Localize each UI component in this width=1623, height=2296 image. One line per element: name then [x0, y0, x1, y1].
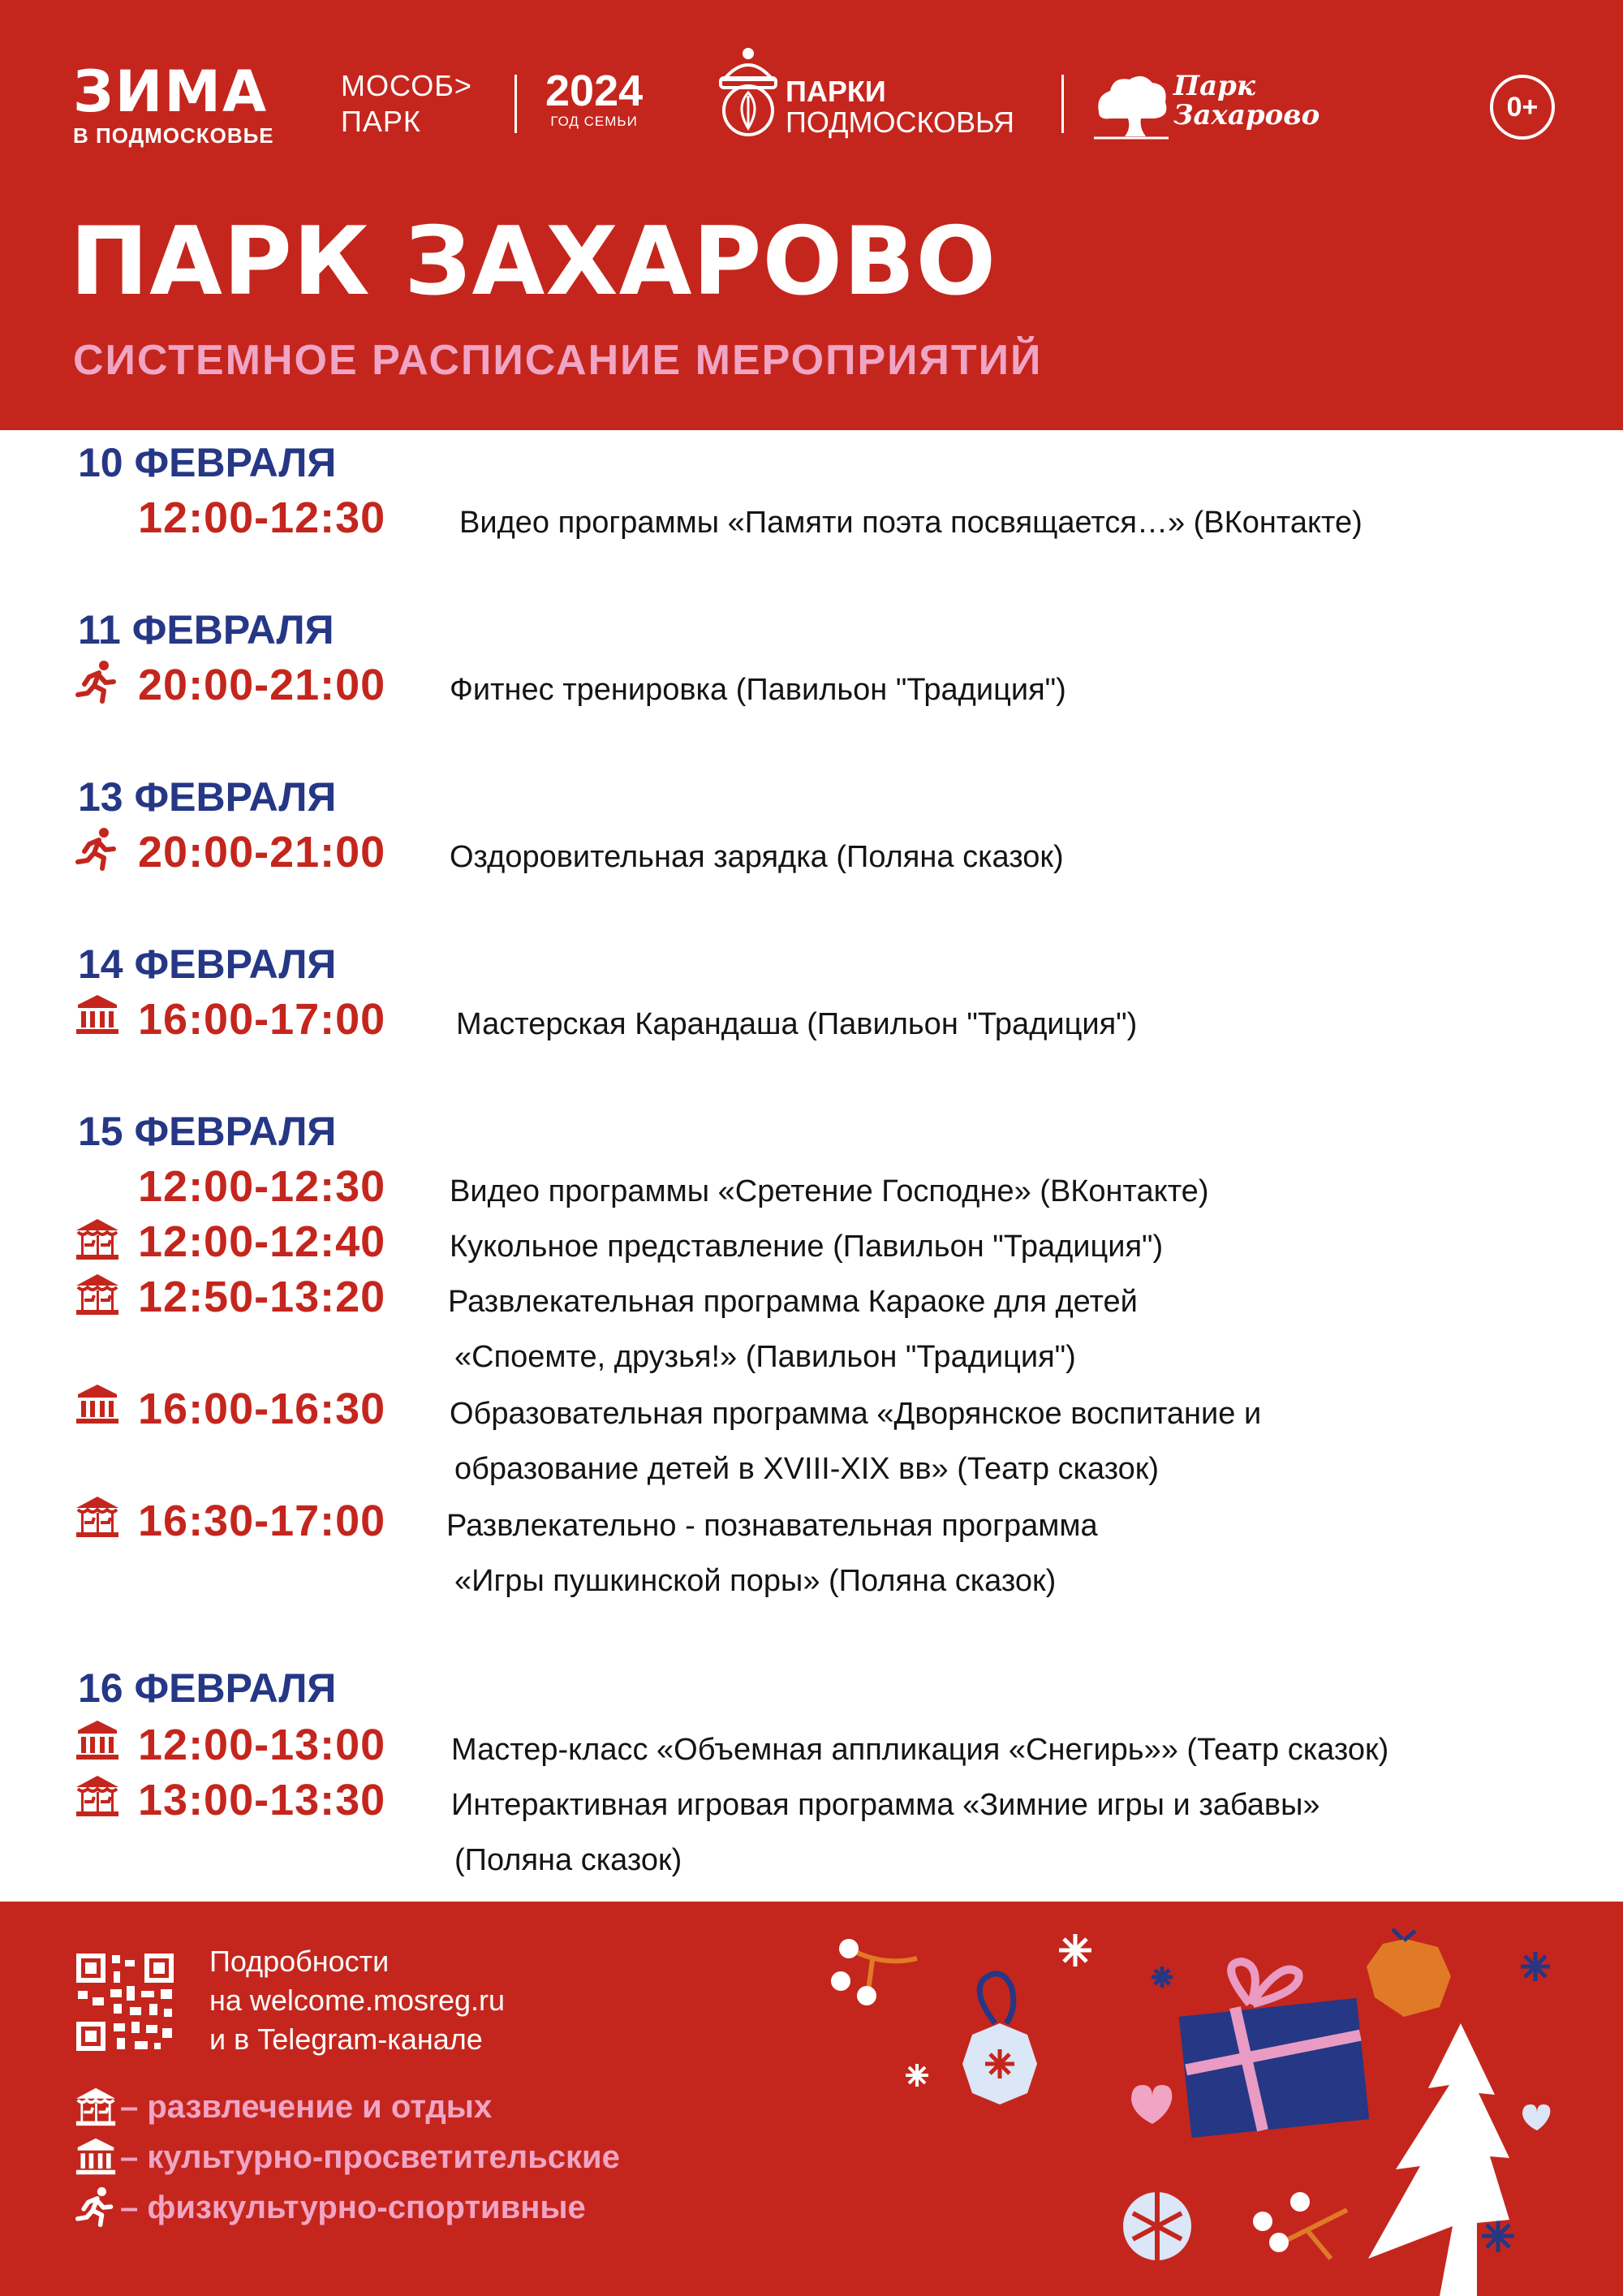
- event-description: Мастер-класс «Объемная аппликация «Снегирь»» (Театр сказок): [451, 1733, 1389, 1767]
- snowflake-icon: [906, 2064, 928, 2087]
- museum-icon: [75, 1381, 120, 1427]
- logo-mosobpark: [341, 68, 472, 140]
- event-description: Фитнес тренировка (Павильон "Традиция"): [450, 673, 1066, 707]
- schedule-date: 14 ФЕВРАЛЯ: [78, 941, 337, 987]
- event-time: 16:00-17:00: [138, 995, 386, 1044]
- footer-banner: [0, 1902, 1623, 2296]
- event-description: Развлекательная программа Караоке для детей: [448, 1285, 1138, 1319]
- event-description-cont: «Игры пушкинской поры» (Поляна сказок): [454, 1564, 1057, 1598]
- ornament-icon: [1123, 2192, 1191, 2260]
- event-description: Развлекательно - познавательная программа: [446, 1509, 1098, 1543]
- ornament-icon: [962, 1974, 1037, 2104]
- event-description: Видео программы «Сретение Господне» (ВКонтакте): [450, 1174, 1209, 1208]
- schedule-date: 10 ФЕВРАЛЯ: [78, 440, 337, 485]
- event-description: Кукольное представление (Павильон "Традиция"): [450, 1230, 1164, 1264]
- event-time: 12:00-12:30: [138, 1162, 386, 1211]
- carousel-icon: [75, 1773, 120, 1818]
- event-description-cont: «Споемте, друзья!» (Павильон "Традиция"): [454, 1340, 1076, 1374]
- event-time: 12:00-12:40: [138, 1217, 386, 1266]
- legend-label: – развлечение и отдых: [120, 2089, 493, 2125]
- logo-parki-text: [786, 76, 1078, 138]
- logo-parki-line1: ПАРКИ: [786, 75, 886, 108]
- event-time: 13:00-13:30: [138, 1776, 386, 1824]
- event-description: Оздоровительная зарядка (Поляна сказок): [450, 840, 1064, 874]
- logo-parki-line2: ПОДМОСКОВЬЯ: [786, 106, 1015, 139]
- legend-label: – физкультурно-спортивные: [120, 2190, 586, 2225]
- schedule-date: 11 ФЕВРАЛЯ: [78, 607, 334, 653]
- snowflake-icon: [1059, 1934, 1091, 1966]
- schedule-date: 16 ФЕВРАЛЯ: [78, 1665, 337, 1711]
- logo-divider-2: [1061, 75, 1064, 133]
- page-title: ПАРК ЗАХАРОВО: [70, 207, 997, 317]
- runner-icon: [75, 659, 120, 704]
- berries-icon: [831, 1939, 917, 2005]
- legend-label: – культурно-просветительские: [120, 2139, 620, 2175]
- event-description: Видео программы «Памяти поэта посвящается…» (ВКонтакте): [459, 506, 1363, 540]
- event-time: 12:00-12:30: [138, 493, 386, 542]
- event-description: Интерактивная игровая программа «Зимние игры и забавы»: [451, 1788, 1320, 1822]
- leaf-hat-icon: [716, 47, 781, 136]
- event-time: 16:30-17:00: [138, 1497, 386, 1545]
- event-time: 16:00-16:30: [138, 1385, 386, 1433]
- logo-2024-number: 2024: [545, 67, 644, 115]
- runner-icon: [75, 826, 120, 872]
- logo-park-zaharovo: [1092, 70, 1320, 144]
- event-description: Мастерская Карандаша (Павильон "Традиция"): [456, 1007, 1138, 1041]
- tree-icon: [1368, 2023, 1509, 2296]
- event-description-cont: образование детей в XVIII-XIX вв» (Театр сказок): [454, 1452, 1160, 1486]
- logo-divider: [514, 75, 517, 133]
- museum-icon: [75, 992, 120, 1037]
- logo-zima-text: ЗИМА: [73, 58, 269, 125]
- tree-icon: [1092, 71, 1170, 140]
- carousel-icon: [75, 1216, 120, 1261]
- event-time: 20:00-21:00: [138, 661, 386, 709]
- logo-mosob-line2: ПАРК: [341, 105, 421, 138]
- museum-icon: [75, 1717, 120, 1763]
- logo-zima-subtext: В ПОДМОСКОВЬЕ: [73, 123, 274, 148]
- event-time: 20:00-21:00: [138, 828, 386, 877]
- event-time: 12:50-13:20: [138, 1273, 386, 1321]
- event-time: 12:00-13:00: [138, 1721, 386, 1769]
- schedule-date: 13 ФЕВРАЛЯ: [78, 774, 337, 820]
- logo-2024-caption: ГОД СЕМЬИ: [550, 114, 638, 129]
- footer-info-line1: Подробности: [209, 1945, 390, 1978]
- header-banner: [0, 0, 1623, 430]
- carousel-icon: [75, 1493, 120, 1539]
- heart-icon: [1522, 2104, 1550, 2130]
- winter-decoration: [0, 1902, 1623, 2296]
- gift-icon: [1179, 1962, 1369, 2138]
- event-description-cont: (Поляна сказок): [454, 1843, 682, 1877]
- schedule-date: 15 ФЕВРАЛЯ: [78, 1109, 337, 1154]
- heart-icon: [1131, 2085, 1172, 2124]
- carousel-icon: [75, 1271, 120, 1316]
- footer-info-line3: и в Telegram-канале: [209, 2022, 483, 2056]
- logo-zima: [73, 58, 274, 149]
- age-rating-badge: 0+: [1490, 75, 1555, 140]
- logo-zaharovo-line1: Парк: [1173, 70, 1255, 102]
- page-subtitle: СИСТЕМНОЕ РАСПИСАНИЕ МЕРОПРИЯТИЙ: [73, 337, 1043, 384]
- logo-zaharovo-line2: Захарово: [1173, 99, 1320, 131]
- footer-info-url[interactable]: на welcome.mosreg.ru: [209, 1984, 506, 2017]
- logo-year-of-family: [545, 68, 643, 130]
- logo-zaharovo-text: [1173, 71, 1336, 130]
- orange-icon: [1367, 1929, 1451, 2017]
- berries-icon: [1253, 2192, 1347, 2259]
- event-description: Образовательная программа «Дворянское воспитание и: [450, 1397, 1262, 1431]
- logo-mosob-line1: МОСОБ>: [341, 69, 472, 102]
